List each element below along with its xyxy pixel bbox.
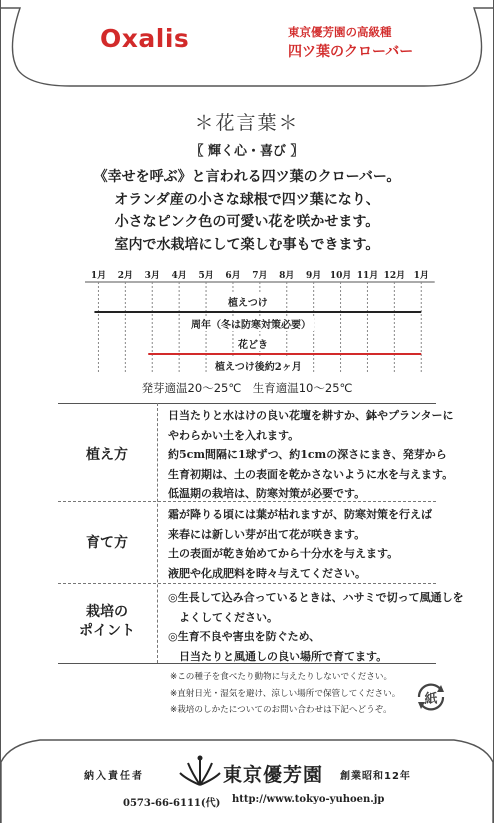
intro-text xyxy=(0,166,494,256)
calendar-month: 3月 xyxy=(144,271,160,281)
product-name: 四ツ葉のクローバー xyxy=(288,44,414,60)
intro-line: オランダ産の小さな球根で四ツ葉になり、 xyxy=(114,191,380,208)
note-line: ※直射日光・湿気を避け、涼しい場所で保管してください。 xyxy=(170,688,401,699)
website-link[interactable]: http://www.tokyo-yuhoen.jp xyxy=(232,794,385,805)
text-line: 約5cm間隔に1球ずつ、約1cmの深さにまき、発芽から xyxy=(168,448,447,461)
calendar-month: 9月 xyxy=(306,271,322,281)
table-column-divider xyxy=(157,403,158,663)
calendar-month: 8月 xyxy=(279,271,295,281)
flower-language-title: ＊花言葉＊ xyxy=(194,112,300,134)
calendar-month: 11月 xyxy=(356,271,379,281)
calendar-month: 5月 xyxy=(198,271,214,281)
text-line: よくしてください。 xyxy=(168,610,278,624)
caution-notes xyxy=(170,669,400,719)
calendar-label-flowering: 花どき xyxy=(235,336,271,351)
section-label-line: ポイント xyxy=(79,623,135,639)
brand-name: Oxalis xyxy=(100,24,190,53)
table-top-border xyxy=(58,403,436,404)
calendar-month: 7月 xyxy=(252,271,268,281)
phone-number[interactable]: 0573-66-6111(代) xyxy=(123,798,221,809)
calendar-label-planting: 植えつけ xyxy=(225,294,271,309)
note-line: ※栽培のしかたについてのお問い合わせは下記へどうぞ。 xyxy=(170,705,392,715)
founded-year: 創業昭和12年 xyxy=(340,771,411,782)
company-logo-icon xyxy=(178,753,222,789)
text-line: 土の表面が乾き始めてから十分水を与えます。 xyxy=(168,547,399,560)
calendar-label-after-planting: 植えつけ後約2ヶ月 xyxy=(212,358,305,373)
section-body-tips xyxy=(168,588,464,666)
calendar-month: 12月 xyxy=(383,271,406,281)
text-line: ◎生長して込み合っているときは、ハサミで切って風通しを xyxy=(168,591,464,604)
growing-calendar xyxy=(85,268,435,376)
section-body-planting xyxy=(168,406,454,504)
intro-line: 《幸せを呼ぶ》と言われる四ツ葉のクローバー。 xyxy=(93,169,401,185)
section-body-growing xyxy=(168,505,432,583)
intro-line: 室内で水栽培にして楽しむ事もできます。 xyxy=(114,236,380,253)
text-line: 日当たりと水はけの良い花壇を耕すか、鉢やプランターに xyxy=(168,409,454,422)
text-line: やわらかい土を入れます。 xyxy=(168,428,300,442)
paper-recycle-icon xyxy=(413,679,449,715)
text-line: 生育初期は、土の表面を乾かさないように水を与えます。 xyxy=(168,467,454,481)
note-line: ※この種子を食べたり動物に与えたりしないでください。 xyxy=(170,672,393,682)
text-line: 日当たりと風通しの良い場所で育てます。 xyxy=(168,649,388,663)
calendar-month: 1月 xyxy=(90,271,107,281)
company-name: 東京優芳園 xyxy=(223,764,324,786)
responsible-party-label: 納入責任者 xyxy=(84,771,144,782)
section-label-line: 栽培の xyxy=(86,604,128,620)
brand-tagline: 東京優芳園の高級種 xyxy=(288,25,392,39)
section-label-planting: 植え方 xyxy=(86,447,128,463)
text-line: 来春には新しい芽が出て花が咲きます。 xyxy=(168,527,366,541)
section-label-tips xyxy=(57,603,157,641)
recycle-mark-text: 紙 xyxy=(424,692,438,707)
text-line: 霜が降りる頃には葉が枯れますが、防寒対策を行えば xyxy=(168,508,432,521)
section-label-growing: 育て方 xyxy=(86,535,128,551)
calendar-month: 10月 xyxy=(329,271,352,281)
calendar-month: 2月 xyxy=(117,271,134,281)
calendar-label-year-round: 周年（冬は防寒対策必要） xyxy=(188,316,314,331)
text-line: 液肥や化成肥料を時々与えてください。 xyxy=(168,566,366,580)
table-divider xyxy=(58,583,436,584)
temperature-info: 発芽適温20〜25℃ 生育適温10〜25℃ xyxy=(141,381,353,395)
intro-line: 小さなピンク色の可愛い花を咲かせます。 xyxy=(114,214,380,230)
calendar-month: 1月 xyxy=(413,271,429,281)
text-line: ◎生育不良や害虫を防ぐため、 xyxy=(168,630,321,643)
calendar-month: 6月 xyxy=(225,271,241,281)
calendar-month: 4月 xyxy=(171,271,187,281)
flower-language-meaning: 〖 輝く心・喜び 〗 xyxy=(190,144,304,159)
text-line: 低温期の栽培は、防寒対策が必要です。 xyxy=(168,487,366,500)
